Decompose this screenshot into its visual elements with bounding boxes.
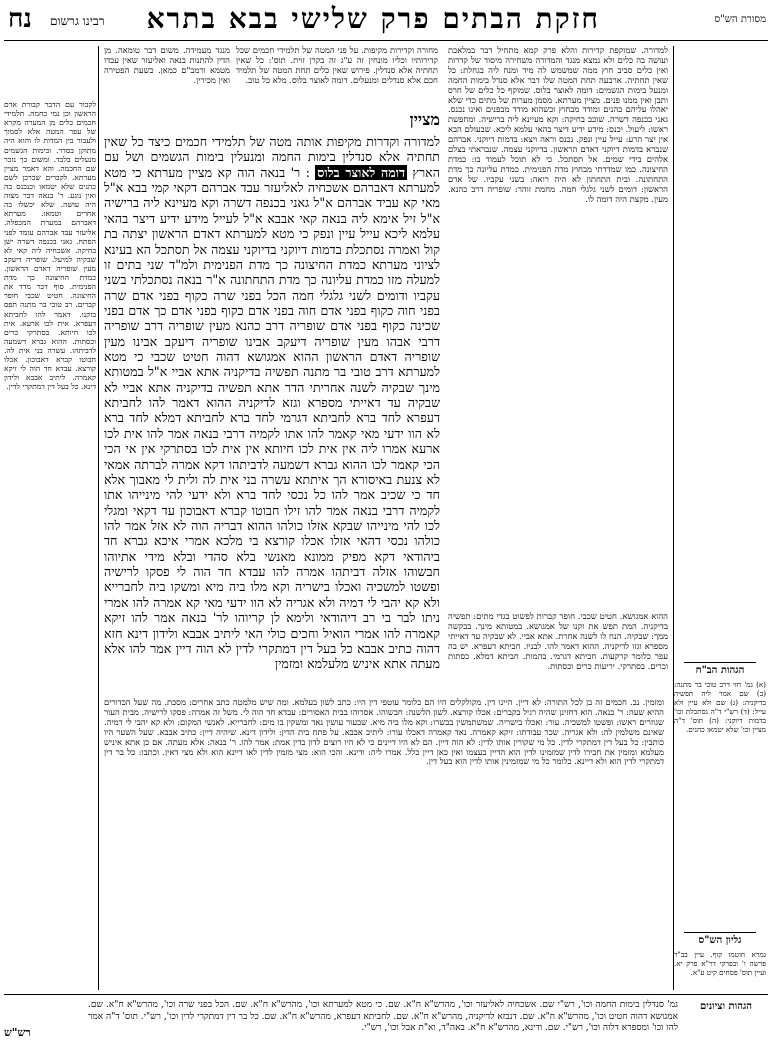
footer-rash-label: רש"ש: [4, 1026, 31, 1039]
page-number: נח: [8, 4, 32, 34]
left-outer-commentary: לקבור עם הדבר קבורת אדם הראשון וכן נמי כחמה. תלמידי חכמים כלים מן המערה מקרא של עפר המטה אלא לסמוך ולעבור בין המדות לו והוא היה מתוקן בסדר. ובימות הגשמים מנעלים בלבד. ומשום כך נזכר שם החכמה. והא דאמר מציין מערתא. לקברים שכרכן לשם כהנים שלא יטמאו וכנכנס בה ואין נוגע. ר' בנאה דבר מצוה היה עושה. שלא יכשלו בה אחרים וטמאו. מערתא דאברהם במערת המכפלה. אליעזר עבד אברהם עומד לפני הפתח. גאני בכנפה דשרה ישן בחיקה. אשכחיה ליה קאי לא שבקיה למיעל. שופריה דיעקב מעין שופריה דאדם הראשון. כמדת החיצונה כך מדת הפנימית. סוף דבר מדד את החיצונה. חטיט שכבי חופר קברים. רב טובי בר מתנה תפס בזקנו. דאמר להו לחביתא דעפרא. אית לכו ארעא. אית לכו חיותא. בסתרקי כרים וכסתות. ההוא גברא דשמעה לדביתהו. עשרה בני אית לה. חבוטו קברא דאבוכון. אכלו קורצא. עבדא חד הוה לי זיקא קאמרה. ליתיב אבבא ולידון דינא. כל בעל דין דמתקרי לדין.: [4, 100, 96, 392]
footer-rule: [4, 994, 768, 995]
masoret-hashas-label: מסורת הש"ס: [714, 14, 766, 25]
gilyon-hashas-text: גמרא חוטמו קוף. עיין בב"ר פרשה ו' ובפרקי דר"א פרק יא. ועיין תוס' פסחים קיט ע"א.: [674, 949, 766, 977]
rashi-continuation: ההוא אמגושא. חטיט שכבי. חופר קברות לפשוט בגדי מתים: תפשיה בדיקניה. המת תפש את זקנו של אמגושא. במטותא מינך. בבקשה ממך: שבקיה. הנח לו לשנה אחרת. אתא אביי. לא שבקיה עד דאייתי מספרא וגזו לדיקניה. ההוא דאמר להו. לבניו. חביתא דעפרא. יש בה עפר כלומר קרקעות. חביתא דגרמי. בהמות. חביתא דמלא. כסתות וכרים. בסתרקי. יריעות כרים וכסתות.: [448, 612, 668, 671]
gemara-boxed-phrase: דומה לאוצר בלוס: [317, 164, 406, 180]
left-top-commentary: מנגד מעמידה. משום דבר טומאה. מן הדין להתנות בנאה ואליעזר שאין עבדו מטמא ורמב"ם כמאן. כשעת הפטירה ואין מכירין.: [104, 46, 230, 85]
gilyon-hashas-box: [674, 930, 766, 977]
left-column-divider: [98, 46, 99, 990]
hagahot-habach-title: הגהות הב"ח: [695, 665, 745, 676]
gemara-text: [104, 134, 440, 694]
footer-text: גמ' סנדלין בימות החמה וכו', רש"י שם. אשכחיה לאליעזר וכו', מהרש"א ח"א. שם. כי מטא למערתא וכו', מהרש"א ח"א. שם. הכל בפני שרה וכו', מהרש"א ח"א. שם. אמגושא דהוה חטיט וכו', מהרש"א ח"א. שם. דנבזא לדיקניה, מהרש"א ח"א. שם. לחביתא דעפרא, מהרש"א ח"א. שם. כל בר דין דמתקרי לדין וכו', רש"י. תוס' ד"ה אמר להו וכו' ומספרא דלוה וכו', רש"י. שם. ודינא, מהרש"א ח"א. באה"ד, וא"ת אבל וכו', רש"י.: [88, 1000, 678, 1034]
gilyon-hashas-title: גליון הש"ס: [698, 935, 742, 946]
gemara-text-part2: : ר' בנאה הוה קא מציין מערתא כי מטא למערתא דאברהם אשכחיה לאליעזר עבד אברהם דקאי קמי בבא א"ל מאי קא עביד אברהם א"ל גאני בכנפה דשרה וקא מעיינא ליה ברישיה א"ל זיל אימא ליה בנאה קאי אבבא א"ל לעייל מידע ידיע דיצר בהאי עלמא ליכא עייל עיין ונפק כי מטא למערתא דאדם הראשון יצתה בת קול ואמרה נסתכלת בדמות דיוקני בדיוקני עצמה אל תסתכל הא בעינא לציוני מערתא כמדת החיצונה כך מדת הפנימית ולמ"ד שני בתים זו למעלה מזו כמדת עליונה כך מדת התחתונה א"ר בנאה נסתכלתי בשני עקביו ודומים לשני גלגלי חמה הכל בפני שרה כקוף בפני אדם שרה בפני חוה כקוף בפני אדם חוה בפני אדם כקוף בפני אדם כך אדם בפני שכינה כקוף בפני אדם שופריה דרב כהנא מעין שופריה דרב שופריה דרבי אבהו מעין שופריה דיעקב אבינו שופריה דיעקב אבינו מעין שופריה דאדם הראשון ההוא אמגושא דהוה חטיט שכבי כי מטא למערתא דרב טובי בר מתנה תפשיה בדיקניה אתא אביי א"ל במטותא מינך שבקיה לשנה אחריתי הדר אתא תפשיה בדיקניה אתא אביי לא שבקיה עד דאייתי מספרא וגזא לדיקניה ההוא דאמר להו לחביתא דעפרא לחד ברא לחביתא דגרמי לחד ברא לחביתא דמלא לחד ברא לא הוו ידעי מאי קאמר להו אתו לקמיה דרבי בנאה אמר להו אית לכו ארעא אמרו ליה אין אית לכו חיותא אין אית לכו בסתרקי אין אי הכי הכי קאמר לכו ההוא גברא דשמעה לדביתהו דקא אמרה לברתה אמאי לא צנעת באיסורא הך איתתא עשרה בני אית לה ולית לי מאבוך אלא חד כי שכיב אמר להו כל נכסי לחד ברא ולא ידעי להי מינייהו אתו לקמיה דרבי בנאה אמר להו זילו חבוטו קברא דאבוכון עד דקאי ומגלי לכו להי מינייהו שבקא אזלו כולהו ההוא דבריה הוה לא אזל אמר להו כולהו נכסי דהאי אזלו אכלו קורצא בי מלכא אמרי איכא גברא חד ביהודאי דקא מפיק ממונא מאנשי בלא סהדי ובלא מידי אתיוהו חבשוהו אזלה דביתהו אמרה להו עבדא חד הוה לי פסקו לרישיה ופשטו למשכיה ואכלו בישריה וקא מלו ביה מיא ומשקו ביה לחברייא ולא קא יהבי לי דמיה ולא אגריה לא הוו ידעי מאי קא אמרה להו אמרי ניתו לבר בי רב דיהודאי ולימא לן קריוהו לר' בנאה אמר להו זיקא קאמרה להו אמרי הואיל וחכים כולי האי ליתיב אבבא ולידון דינא חזא דהוה כתיב אבבא כל בעל דין דמתקרי לדין לא הוה דיין אמר להו אלא מעתה אתא איניש מלעלמא ומזמין: [104, 164, 440, 672]
gemara-opening: [240, 110, 440, 136]
gemara-text-part1: למדורה וקדרות מקיפות אותה מטה של תלמידי חכמים כיצד כל שאין תחתיה אלא סנדלין בימות החמה ומנעלין בימות הגשמים ושל עם הארץ: [104, 134, 440, 180]
tosafot-top: מחורה וקדירות מקיפות. על פני המטה של תלמידי חכמים שכל קדירותיו וכליו מונחין זה ע"ג זה בקרן זוית. תוס': כל שאין תחתיה אלא סנדלין. פירוש שאין כלים תחת המטה של תלמיד חכם אלא סנדלים ומנעלים. דומה לאוצר בלוס. מלא כל טוב.: [236, 46, 438, 85]
header-rule: [4, 40, 768, 41]
page-title: חזקת הבתים פרק שלישי בבא בתרא: [146, 2, 600, 35]
footer-notes: [4, 1000, 768, 1060]
rashi-commentary: למדורה. שמוקפת קדירות והלא פרק קמא מתחיל דבר במלאכת ועושה בה כלים ולא נמצא מנגד והמדורה משחירה מיסוד של קדרות ואין כלים סביב חוץ ממה שמשמש לה מיד ומנח ליה בגחלת: כל שאין תחתיה. ארבעה תחת המטה שלו דבר אלא סנדל בימות החמה ומנעל בימות הגשמים: דומה לאוצר בלוס. שמוקף כל כלים של חרס ותבן ואין ממנו פנים. מציין מערתא. מסמן מערות של מתים כדי שלא יאהלו עליהם כהנים ומודד מבחוץ וכשהוא מודד מבפנים ואינו נכנס. גאני בכנפה דשרה. שוכב בחיקה: וקא מעיינא ליה ברישיה. ומחפשת ראשו: ליעול. יכנס: מידע ידיע דיצר בהאי עלמא ליכא. שבעולם הבא אין יצר הרע: עייל עיין ונפק. נכנס וראה ויצא: בדמות דיוקני. אברהם שנברא בדמות דיוקני דאדם הראשון. בדיוקני עצמה. שנבראתי בצלם אלהים בידי שמים. אל תסתכל. כי לא תוכל לעמוד בו: כמדת החיצונה. כמו שמדדתי מבחוץ מדה הפנימית. כמדת עליונה כך מדת התחתונה. ובית התחתון לא היה רואה: בשני עקביו. של אדם הראשון: דומים לשני גלגלי חמה. מחמת זוהר: שופריה דרב כהנא. מעין. מקצת היה דומה לו.: [448, 46, 668, 204]
rabbeinu-gershom-label: רבינו גרשום: [50, 14, 105, 28]
gemara-opening-word: מציין: [409, 110, 440, 129]
hagahot-habach-box: [674, 660, 766, 734]
bottom-commentary: ומזמין. נב. חכמים זה בן לכל התורה: לא דיין. היינו דין. מקולקלים היו הם כלומר עוטפי דין היו: כתב לשון בעלמא. ומה שיש מלמטה כתב אחרים: מסכת. מה שעל הכדורים ההיא שעה: ר' בנאה. הוא דחזינן שהיה רגיל בקברים: אכלו קורצא. לשון הלשנה: חבשוהו. אסרוהו בבית האסורים: עבדא חד הוה לי. משל זה אמרה: פסקו לרישיה. מבית העור שגוזרים ראשו: ופשטו למשכיה. עור: ואכלו בישריה. שמשתמשין בבשרו: וקא מלו ביה מיא. שבעור עושין נאד ומשקין בו מים: לחברייא. לאנשי המקום: ולא קא יהבי לי דמיה. שאינם משלמין לה: ולא אגריה. שכר עבודתו: זיקא קאמרה. נאד קאמרה דאכלו עורו: ליתיב אבבא. על פתח בית הדין: ולידון דינא. שיהיה דיין: כתיב אבבא. שעל השער היו כותבין: כל בעל דין דמתקרי לדין. כל מי שקורין אותו לדין: לא הוה דיין. הם לא היו דיינים כי לא היו רוצים לדון בדין אמת: אמר להו. ר' בנאה: אלא מעתה. אם כן אתא איניש מעלמא ומזמין את חבירו לדין שמזמינו לדין הוא הדיין בעצמו ואין כאן דיין כלל. אמרו ליה: ודינא. והכי הוא: מצי מזמין לדין לאו דיינא הוא ולא מצי דאין. וכתבו: כל בר דין דמתקרי לדין הוא ולא דיינא. כלומר כל מי שמזמינין אותו לדין הוא בעל דין.: [104, 698, 664, 767]
footer-label: הגהות וציונים: [699, 1001, 753, 1012]
right-column-divider: [673, 46, 674, 990]
hagahot-habach-text: (א) גמ' חזי דרב טובי בר מתנה: (ב) שם אמר ליה תפשיה בדיקניה: (ג) שם ולא עיין ולא עייל: (ד) רש"י ד"ה נסתכלת וכו' בדמות דיוקני: (ה) תוס' ד"ה מציין וכו' שלא יטמאו כהנים.: [674, 679, 766, 734]
